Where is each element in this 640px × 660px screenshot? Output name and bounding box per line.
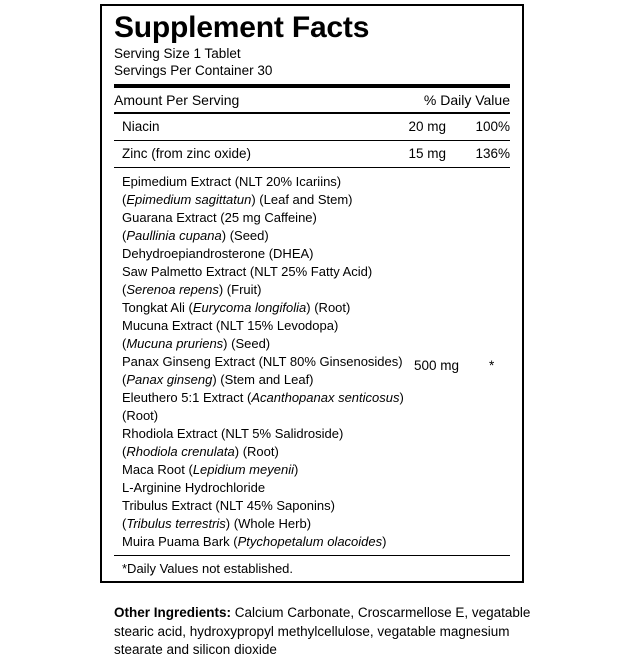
nutrient-name: Zinc (from zinc oxide)	[122, 146, 252, 161]
proprietary-blend-section	[114, 168, 510, 555]
ingredient-latin-name: Ptychopetalum olacoides	[237, 533, 383, 549]
nutrient-name: Niacin	[122, 119, 160, 135]
other-ingredients	[114, 604, 534, 660]
ingredient-line: (Serenoa repens) (Fruit)	[122, 281, 262, 297]
ingredient-line: Saw Palmetto Extract (NLT 25% Fatty Acid)	[122, 263, 373, 279]
daily-value-label: % Daily Value	[423, 92, 510, 109]
ingredient-line: (Paullinia cupana) (Seed)	[122, 227, 269, 243]
blend-daily-value: *	[489, 357, 495, 373]
amount-per-serving-label: Amount Per Serving	[114, 92, 240, 109]
ingredient-line: Dehydroepiandrosterone (DHEA)	[122, 245, 314, 261]
ingredient-latin-name: Eurycoma longifolia	[192, 299, 307, 315]
ingredient-latin-name: Lepidium meyenii	[192, 461, 294, 477]
ingredient-line: (Rhodiola crenulata) (Root)	[122, 443, 279, 459]
blend-amount: 500 mg	[414, 357, 460, 373]
ingredient-line: (Root)	[122, 407, 159, 423]
other-ingredients-text: Calcium Carbonate, Croscarmellose E, vegatable stearic acid, hydroxypropyl methylcellulose, vegatable magnesium stearate and silicon dioxide	[114, 605, 531, 658]
ingredient-line: (Mucuna pruriens) (Seed)	[122, 335, 271, 351]
nutrient-amount: 15 mg	[408, 146, 446, 161]
nutrient-daily-value: 136%	[475, 146, 510, 161]
ingredient-line: (Tribulus terrestris) (Whole Herb)	[122, 515, 312, 531]
ingredient-line: Tribulus Extract (NLT 45% Saponins)	[122, 497, 335, 513]
ingredient-latin-name: Tribulus terrestris	[126, 515, 226, 531]
ingredient-line: L-Arginine Hydrochloride	[122, 479, 266, 495]
ingredient-latin-name: Mucuna pruriens	[126, 335, 224, 351]
ingredient-latin-name: Acanthopanax senticosus	[251, 389, 400, 405]
ingredient-line: Maca Root (Lepidium meyenii)	[122, 461, 299, 477]
ingredient-latin-name: Paullinia cupana	[126, 227, 222, 243]
serving-size: Serving Size 1 Tablet	[114, 45, 241, 61]
ingredient-latin-name: Rhodiola crenulata	[126, 443, 235, 459]
ingredient-latin-name: Serenoa repens	[126, 281, 219, 297]
footnote: *Daily Values not established.	[122, 560, 294, 576]
nutrient-daily-value: 100%	[475, 119, 510, 135]
ingredient-line: Rhodiola Extract (NLT 5% Salidroside)	[122, 425, 344, 441]
amount-header-row	[114, 88, 510, 112]
ingredient-list	[122, 173, 422, 551]
ingredient-line: (Epimedium sagittatun) (Leaf and Stem)	[122, 191, 353, 207]
ingredient-line: Epimedium Extract (NLT 20% Icariins)	[122, 173, 342, 189]
ingredient-line: Guarana Extract (25 mg Caffeine)	[122, 209, 317, 225]
ingredient-line: Mucuna Extract (NLT 15% Levodopa)	[122, 317, 339, 333]
servings-per-container: Servings Per Container 30	[114, 62, 273, 78]
nutrient-amount: 20 mg	[408, 119, 446, 135]
supplement-facts-panel	[100, 4, 524, 583]
ingredient-line: Tongkat Ali (Eurycoma longifolia) (Root)	[122, 299, 351, 315]
ingredient-latin-name: Panax ginseng	[126, 371, 213, 387]
ingredient-line: Muira Puama Bark (Ptychopetalum olacoides)	[122, 533, 387, 549]
table-row	[114, 141, 510, 167]
panel-title: Supplement Facts	[114, 11, 370, 44]
table-row	[114, 114, 510, 140]
ingredient-line: Panax Ginseng Extract (NLT 80% Ginsenosides)	[122, 353, 403, 369]
ingredient-line: Eleuthero 5:1 Extract (Acanthopanax senticosus)	[122, 389, 404, 405]
ingredient-latin-name: Epimedium sagittatun	[126, 191, 252, 207]
ingredient-line: (Panax ginseng) (Stem and Leaf)	[122, 371, 314, 387]
other-ingredients-label: Other Ingredients:	[114, 605, 232, 620]
